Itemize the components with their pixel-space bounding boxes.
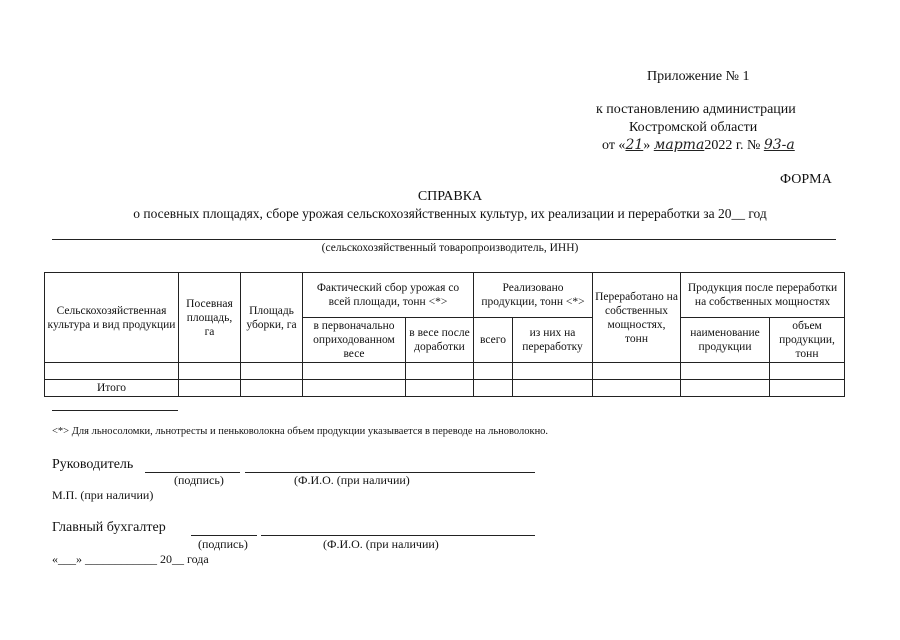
- table-cell[interactable]: [681, 363, 770, 380]
- table-cell[interactable]: [593, 363, 681, 380]
- date-mid: »: [643, 138, 651, 153]
- accountant-signature-line[interactable]: [191, 535, 257, 536]
- table-cell[interactable]: [179, 380, 241, 397]
- table-cell[interactable]: [406, 363, 474, 380]
- resolution-line-2: Костромской области: [629, 120, 758, 135]
- header-harvest-initial: в первоначально оприходованном весе: [303, 318, 406, 363]
- stamp-caption: М.П. (при наличии): [52, 488, 154, 502]
- table-cell[interactable]: [770, 380, 845, 397]
- header-processed-own: Переработано на собственных мощностях, тонн: [593, 273, 681, 363]
- head-name-caption: (Ф.И.О. (при наличии): [294, 473, 410, 487]
- resolution-date: [602, 137, 795, 154]
- table-cell[interactable]: [241, 380, 303, 397]
- header-harvest-area: Площадь уборки, га: [241, 273, 303, 363]
- table-cell[interactable]: [593, 380, 681, 397]
- table-cell[interactable]: [241, 363, 303, 380]
- resolution-line-1: к постановлению администрации: [596, 102, 796, 117]
- date-year: 2022 г. №: [704, 138, 761, 153]
- table-cell[interactable]: [303, 380, 406, 397]
- total-label: Итого: [45, 380, 179, 397]
- date-day-handwritten: 21: [625, 137, 644, 153]
- header-harvest-group: Фактический сбор урожая со всей площади, тонн <*>: [303, 273, 474, 318]
- head-sign-caption: (подпись): [174, 473, 224, 487]
- table-cell[interactable]: [179, 363, 241, 380]
- table-cell[interactable]: [474, 380, 513, 397]
- accountant-name-line[interactable]: [261, 535, 535, 536]
- header-sown-area: Посевная площадь, га: [179, 273, 241, 363]
- table-cell[interactable]: [303, 363, 406, 380]
- appendix-title: Приложение № 1: [647, 69, 750, 84]
- producer-line: [52, 239, 836, 240]
- date-line: «___» ____________ 20__ года: [52, 552, 209, 566]
- table-cell[interactable]: [513, 380, 593, 397]
- header-products-name: наименование продукции: [681, 318, 770, 363]
- header-sold-total: всего: [474, 318, 513, 363]
- table-cell[interactable]: [45, 363, 179, 380]
- document-subtitle: о посевных площадях, сборе урожая сельскохозяйственных культур, их реализации и переработки за 20__ год: [133, 206, 767, 221]
- header-sold-group: Реализовано продукции, тонн <*>: [474, 273, 593, 318]
- harvest-table: [44, 272, 845, 397]
- header-sold-processing: из них на переработку: [513, 318, 593, 363]
- document-title: СПРАВКА: [417, 189, 483, 204]
- table-cell[interactable]: [474, 363, 513, 380]
- head-label: Руководитель: [52, 457, 134, 472]
- footnote: <*> Для льносоломки, льнотресты и пеньковолокна объем продукции указывается в переводе на льноволокно.: [52, 426, 549, 437]
- date-month-handwritten: марта: [653, 137, 705, 153]
- header-products-group: Продукция после переработки на собственных мощностях: [681, 273, 845, 318]
- table-cell[interactable]: [770, 363, 845, 380]
- header-crop: Сельскохозяйственная культура и вид продукции: [45, 273, 179, 363]
- date-prefix: от «: [602, 138, 626, 153]
- form-label: ФОРМА: [780, 172, 832, 187]
- table-row: [45, 363, 845, 380]
- header-harvest-after: в весе после доработки: [406, 318, 474, 363]
- accountant-name-caption: (Ф.И.О. (при наличии): [323, 537, 439, 551]
- producer-caption: (сельскохозяйственный товаропроизводитель, ИНН): [321, 242, 579, 254]
- doc-number-handwritten: 93-а: [763, 137, 795, 153]
- table-cell[interactable]: [406, 380, 474, 397]
- header-products-volume: объем продукции, тонн: [770, 318, 845, 363]
- table-cell[interactable]: [513, 363, 593, 380]
- accountant-sign-caption: (подпись): [198, 537, 248, 551]
- table-row-total: [45, 380, 845, 397]
- table-cell[interactable]: [681, 380, 770, 397]
- accountant-label: Главный бухгалтер: [52, 520, 166, 535]
- footnote-separator: [52, 410, 178, 411]
